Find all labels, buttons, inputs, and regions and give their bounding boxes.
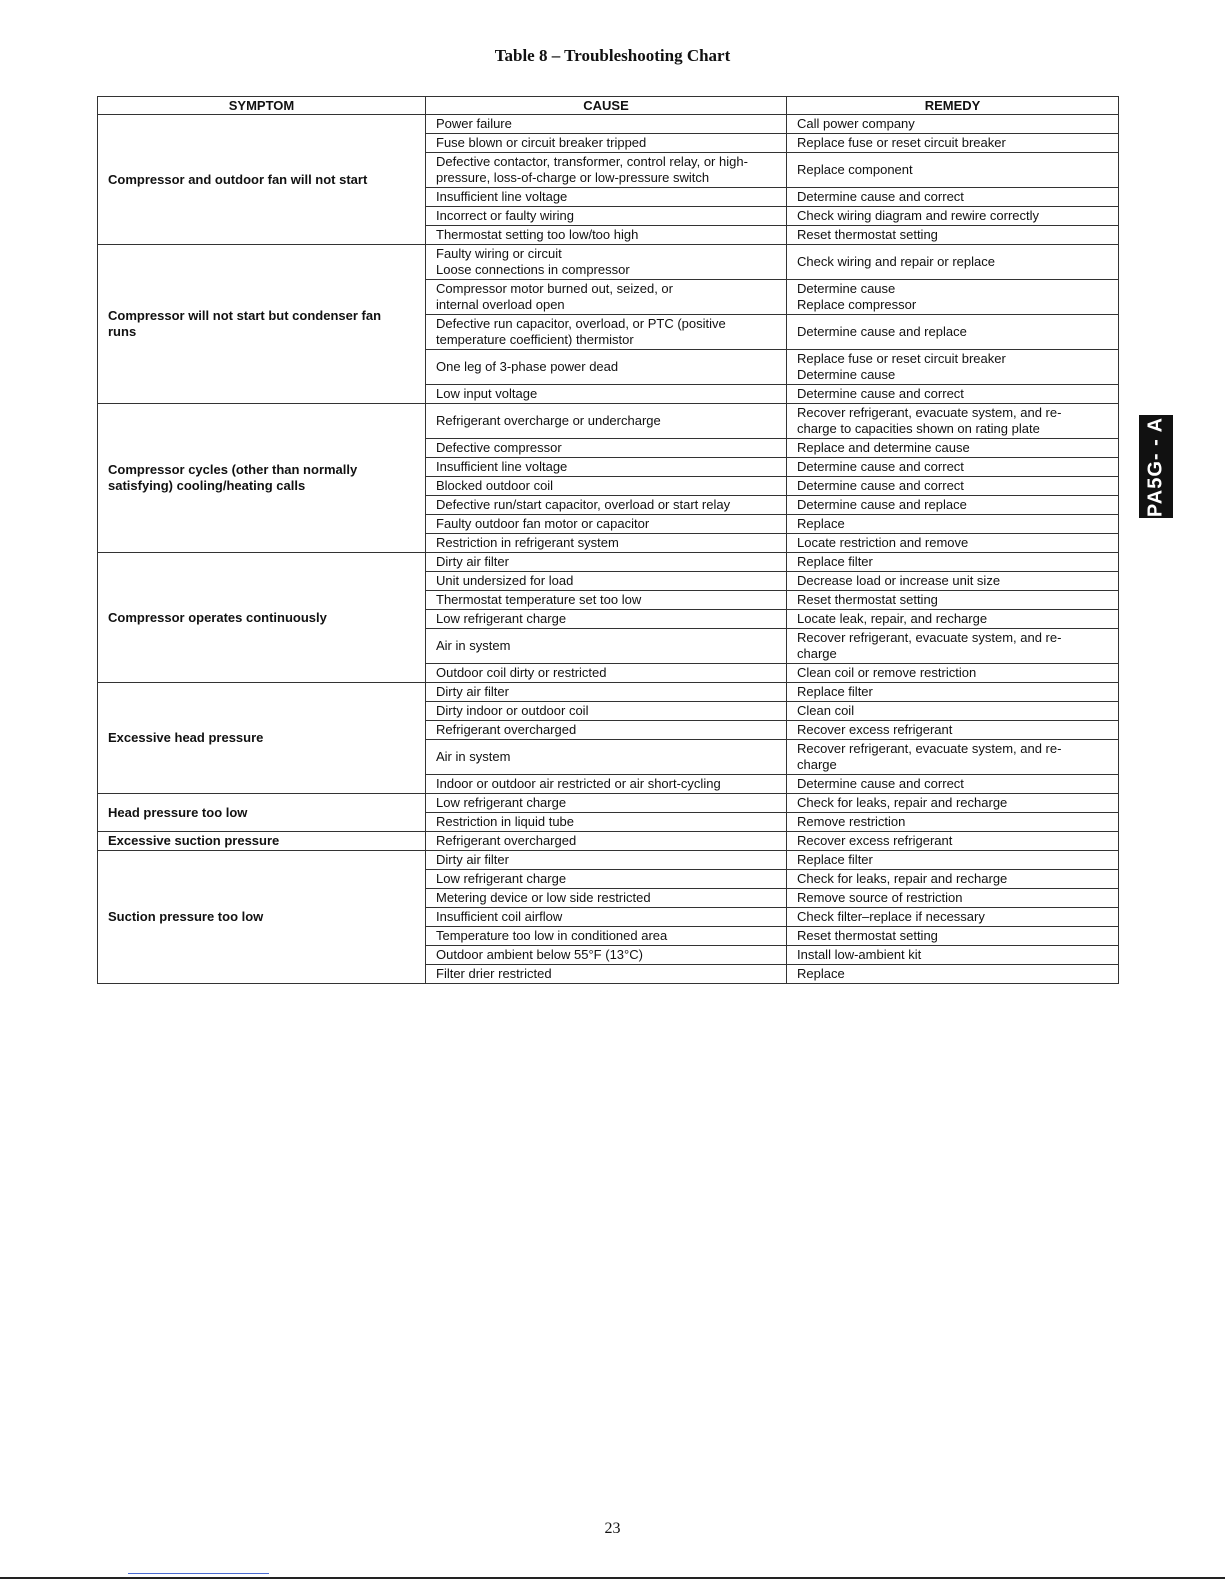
remedy-cell: Reset thermostat setting <box>787 927 1119 946</box>
remedy-cell: Locate leak, repair, and recharge <box>787 610 1119 629</box>
cause-cell: Air in system <box>426 740 787 775</box>
remedy-cell: Check filter–replace if necessary <box>787 908 1119 927</box>
cause-cell: Fuse blown or circuit breaker tripped <box>426 134 787 153</box>
remedy-cell: Locate restriction and remove <box>787 534 1119 553</box>
remedy-cell: Clean coil or remove restriction <box>787 664 1119 683</box>
remedy-cell: Remove restriction <box>787 813 1119 832</box>
cause-cell: Insufficient line voltage <box>426 458 787 477</box>
side-tab <box>1139 415 1173 518</box>
table-header-row <box>98 97 1119 115</box>
cause-cell: Air in system <box>426 629 787 664</box>
remedy-cell: Replace filter <box>787 683 1119 702</box>
cause-cell: Faulty wiring or circuit Loose connections in compressor <box>426 245 787 280</box>
remedy-cell: Check for leaks, repair and recharge <box>787 794 1119 813</box>
cause-cell: Low refrigerant charge <box>426 870 787 889</box>
cause-cell: Faulty outdoor fan motor or capacitor <box>426 515 787 534</box>
table-row <box>98 404 1119 439</box>
cause-cell: Insufficient line voltage <box>426 188 787 207</box>
remedy-cell: Replace filter <box>787 553 1119 572</box>
page-title: Table 8 – Troubleshooting Chart <box>494 46 731 65</box>
remedy-cell: Call power company <box>787 115 1119 134</box>
table-body <box>98 115 1119 984</box>
cause-cell: Incorrect or faulty wiring <box>426 207 787 226</box>
cause-cell: Defective run/start capacitor, overload or start relay <box>426 496 787 515</box>
cause-cell: Defective contactor, transformer, control relay, or high- pressure, loss-of-charge or low-pressure switch <box>426 153 787 188</box>
cause-cell: Unit undersized for load <box>426 572 787 591</box>
remedy-cell: Determine cause and replace <box>787 315 1119 350</box>
cause-cell: Outdoor ambient below 55°F (13°C) <box>426 946 787 965</box>
symptom-cell: Compressor operates continuously <box>98 553 426 683</box>
cause-cell: Temperature too low in conditioned area <box>426 927 787 946</box>
symptom-cell: Compressor will not start but condenser fan runs <box>98 245 426 404</box>
troubleshooting-table <box>97 96 1119 984</box>
remedy-cell: Recover refrigerant, evacuate system, and re- charge <box>787 629 1119 664</box>
cause-cell: Defective compressor <box>426 439 787 458</box>
symptom-cell: Head pressure too low <box>98 794 426 832</box>
table-row <box>98 683 1119 702</box>
remedy-cell: Replace fuse or reset circuit breaker <box>787 134 1119 153</box>
remedy-cell: Reset thermostat setting <box>787 226 1119 245</box>
remedy-cell: Determine cause and correct <box>787 775 1119 794</box>
cause-cell: Dirty air filter <box>426 683 787 702</box>
remedy-cell: Reset thermostat setting <box>787 591 1119 610</box>
cause-cell: Power failure <box>426 115 787 134</box>
symptom-cell: Compressor cycles (other than normally satisfying) cooling/heating calls <box>98 404 426 553</box>
table-row <box>98 553 1119 572</box>
remedy-cell: Check wiring diagram and rewire correctly <box>787 207 1119 226</box>
remedy-cell: Recover refrigerant, evacuate system, and re- charge <box>787 740 1119 775</box>
header-remedy: REMEDY <box>787 97 1119 115</box>
table-row <box>98 115 1119 134</box>
remedy-cell: Determine cause and correct <box>787 477 1119 496</box>
remedy-cell: Decrease load or increase unit size <box>787 572 1119 591</box>
footer-link-underline <box>128 1573 269 1574</box>
remedy-cell: Install low-ambient kit <box>787 946 1119 965</box>
remedy-cell: Recover excess refrigerant <box>787 832 1119 851</box>
cause-cell: Dirty air filter <box>426 553 787 572</box>
cause-cell: Thermostat temperature set too low <box>426 591 787 610</box>
remedy-cell: Check for leaks, repair and recharge <box>787 870 1119 889</box>
remedy-cell: Replace <box>787 515 1119 534</box>
symptom-cell: Excessive head pressure <box>98 683 426 794</box>
cause-cell: Dirty indoor or outdoor coil <box>426 702 787 721</box>
remedy-cell: Replace filter <box>787 851 1119 870</box>
page-number: 23 <box>604 1520 621 1537</box>
table-row <box>98 245 1119 280</box>
cause-cell: Restriction in refrigerant system <box>426 534 787 553</box>
cause-cell: Thermostat setting too low/too high <box>426 226 787 245</box>
header-cause: CAUSE <box>426 97 787 115</box>
remedy-cell: Remove source of restriction <box>787 889 1119 908</box>
cause-cell: Blocked outdoor coil <box>426 477 787 496</box>
cause-cell: Indoor or outdoor air restricted or air short-cycling <box>426 775 787 794</box>
cause-cell: Insufficient coil airflow <box>426 908 787 927</box>
side-tab-label: PA5G- - A <box>1144 416 1167 517</box>
remedy-cell: Replace <box>787 965 1119 984</box>
remedy-cell: Determine cause and correct <box>787 385 1119 404</box>
cause-cell: Outdoor coil dirty or restricted <box>426 664 787 683</box>
cause-cell: Restriction in liquid tube <box>426 813 787 832</box>
cause-cell: Low refrigerant charge <box>426 610 787 629</box>
cause-cell: Defective run capacitor, overload, or PTC (positive temperature coefficient) thermistor <box>426 315 787 350</box>
cause-cell: Refrigerant overcharged <box>426 721 787 740</box>
symptom-cell: Excessive suction pressure <box>98 832 426 851</box>
cause-cell: Compressor motor burned out, seized, or internal overload open <box>426 280 787 315</box>
cause-cell: Filter drier restricted <box>426 965 787 984</box>
cause-cell: Refrigerant overcharge or undercharge <box>426 404 787 439</box>
remedy-cell: Check wiring and repair or replace <box>787 245 1119 280</box>
cause-cell: Dirty air filter <box>426 851 787 870</box>
remedy-cell: Determine cause and correct <box>787 188 1119 207</box>
cause-cell: Refrigerant overcharged <box>426 832 787 851</box>
header-symptom: SYMPTOM <box>98 97 426 115</box>
cause-cell: Metering device or low side restricted <box>426 889 787 908</box>
footer-rule <box>0 1577 1225 1579</box>
cause-cell: Low input voltage <box>426 385 787 404</box>
remedy-cell: Determine cause and replace <box>787 496 1119 515</box>
remedy-cell: Replace component <box>787 153 1119 188</box>
table-row <box>98 832 1119 851</box>
symptom-cell: Compressor and outdoor fan will not start <box>98 115 426 245</box>
cause-cell: Low refrigerant charge <box>426 794 787 813</box>
remedy-cell: Recover refrigerant, evacuate system, and re- charge to capacities shown on rating plate <box>787 404 1119 439</box>
remedy-cell: Recover excess refrigerant <box>787 721 1119 740</box>
remedy-cell: Replace and determine cause <box>787 439 1119 458</box>
remedy-cell: Determine cause and correct <box>787 458 1119 477</box>
cause-cell: One leg of 3-phase power dead <box>426 350 787 385</box>
remedy-cell: Clean coil <box>787 702 1119 721</box>
remedy-cell: Determine cause Replace compressor <box>787 280 1119 315</box>
symptom-cell: Suction pressure too low <box>98 851 426 984</box>
table-row <box>98 851 1119 870</box>
remedy-cell: Replace fuse or reset circuit breaker Determine cause <box>787 350 1119 385</box>
table-row <box>98 794 1119 813</box>
